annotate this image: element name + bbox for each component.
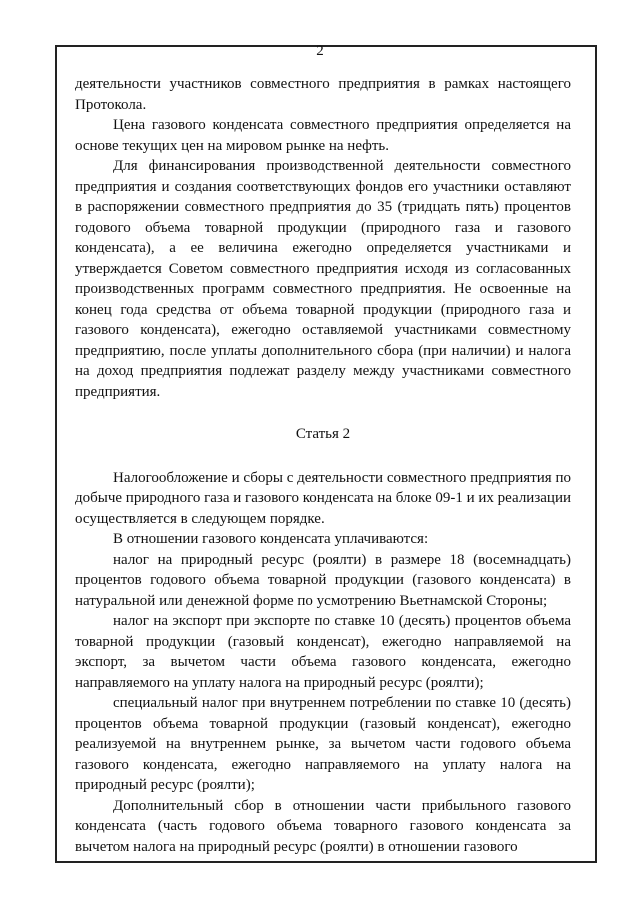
article-heading: Статья 2 xyxy=(295,426,351,442)
paragraph-condensate-price: Цена газового конденсата совместного предприятия определяется на основе текущих цен на мировом рынке на нефть. xyxy=(75,117,571,154)
paragraph-taxation-intro: Налогообложение и сборы с деятельности совместного предприятия по добыче природного газа и газового конденсата на блоке 09-1 и их реализации осуществляется в следующем порядке. xyxy=(75,469,571,527)
page-number: 2 xyxy=(316,43,324,59)
paragraph-additional-levy: Дополнительный сбор в отношении части прибыльного газового конденсата (часть годового объема товарного газового конденсата за вычетом налога на природный ресурс (роялти) в отношении газового xyxy=(75,797,571,855)
paragraph-financing: Для финансирования производственной деятельности совместного предприятия и создания соответствующих фондов его участники оставляют в распоряжении совместного предприятия до 35 (тридцать пять) процентов годового объема товарной продукции (природного газа и газового конденсата), а ее величина ежегодно определяется участниками и утверждается Советом совместного предприятия исходя из согласованных производственных программ совместного предприятия. Не освоенные на конец года средства от объема товарной продукции (природного газа и газового конденсата), ежегодно оставляемой участниками совместному предприятию, после уплаты дополнительного сбора (при наличии) и налога на доход предприятия подлежат разделу между участниками совместного предприятия. xyxy=(75,158,571,400)
paragraph-special-tax: специальный налог при внутреннем потреблении по ставке 10 (десять) процентов объема товарной продукции (газовый конденсат), ежегодно реализуемой на внутреннем рынке, за вычетом части годового объема газового конденсата, ежегодно направляемого на уплату налога на природный ресурс (роялти); xyxy=(75,695,571,793)
paragraph-royalty: налог на природный ресурс (роялти) в размере 18 (восемнадцать) процентов годового объема товарной продукции (газового конденсата) в натуральной или денежной форме по усмотрению Вьетнамской Стороны; xyxy=(75,551,571,609)
paragraph-export-tax: налог на экспорт при экспорте по ставке 10 (десять) процентов объема товарной продукции (газовый конденсат), ежегодно направляемой на экспорт, за вычетом части объема газового конденсата, ежегодно направляемого на уплату налога на природный ресурс (роялти); xyxy=(75,613,571,691)
paragraph-condensate-payments: В отношении газового конденсата уплачиваются: xyxy=(113,531,429,547)
paragraph-continuation: деятельности участников совместного предприятия в рамках настоящего Протокола. xyxy=(75,76,571,113)
document-body xyxy=(75,74,571,857)
